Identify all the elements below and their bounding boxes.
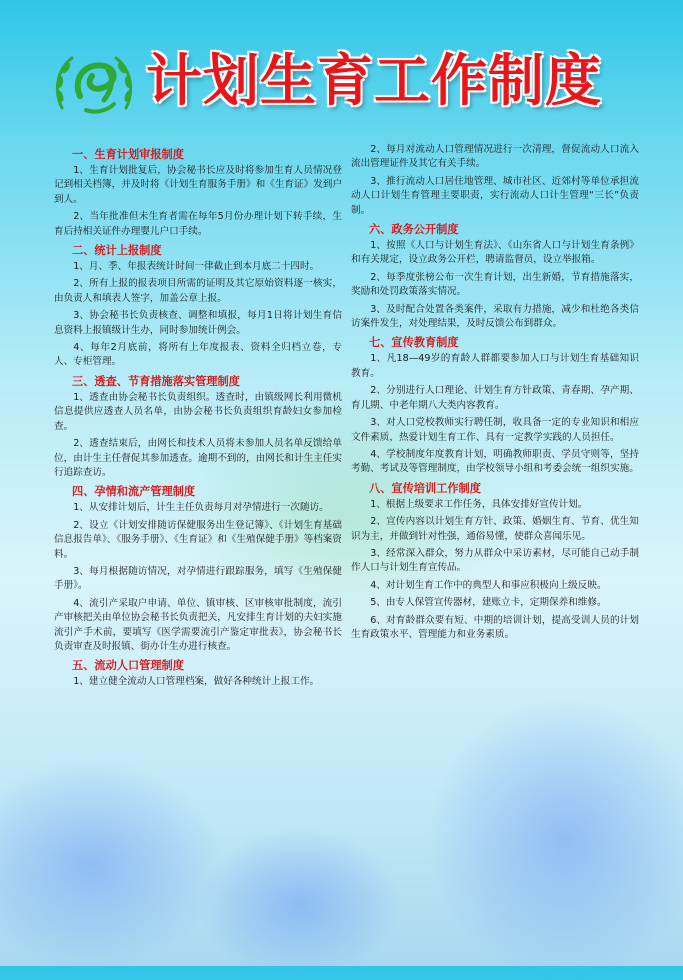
paragraph: 1、按照《人口与计划生育法》、《山东省人口与计划生育条例》和有关规定，设立政务公开栏，聘请监督员，设立举报箱。 bbox=[351, 240, 639, 266]
paragraph: 3、对人口党校教师实行聘任制，收具备一定的专业知识和相应文件素质，热爱计划生育工作、具有一定教学实践的人员担任。 bbox=[351, 417, 639, 443]
paragraph: 1、根据上级要求工作任务，具体安排好宣传计划。 bbox=[370, 498, 588, 510]
section-heading: 四、孕情和流产管理制度 bbox=[72, 485, 196, 499]
paragraph: 4、学校制度年度教育计划，明确教师职责、学员守则等，坚持考勤、考试及等管理制度，由学校领导小组和考委会统一组织实施。 bbox=[351, 448, 639, 475]
paragraph: 2、所有上报的报表项目所需的证明及其它原始资料逐一核实，由负责人和填表人签字，加盖公章上报。 bbox=[54, 278, 342, 304]
flower-decoration-3 bbox=[430, 700, 683, 980]
paragraph: 6、对育龄群众要有短、中期的培训计划，提高受训人员的计划生育政策水平、管理能力和业务素质。 bbox=[351, 614, 639, 640]
section-heading: 七、宣传教育制度 bbox=[369, 336, 459, 350]
paragraph: 1、建立健全流动人口管理档案，做好各种统计上报工作。 bbox=[73, 676, 320, 688]
section-heading: 三、透查、节育措施落实管理制度 bbox=[72, 374, 240, 388]
section-heading: 二、统计上报制度 bbox=[72, 244, 162, 258]
paragraph: 3、每月根据随访情况，对孕情进行跟踪服务，填写《生殖保健手册》。 bbox=[54, 565, 342, 592]
paragraph: 4、对计划生育工作中的典型人和事应积极向上级反映。 bbox=[370, 579, 607, 591]
paragraph: 3、经常深入群众，努力从群众中采访素材，尽可能自己动手制作人口与计划生育宣传品。 bbox=[351, 547, 639, 574]
paragraph: 1、透查由协会秘书长负责组织。透查时，由镇级网长利用微机信息提供应透查人员名单，由协会秘书长负责组织育龄妇女参加检查。 bbox=[54, 391, 342, 432]
family-planning-logo-icon bbox=[52, 48, 136, 118]
header bbox=[52, 40, 652, 120]
section-heading: 八、宣传培训工作制度 bbox=[369, 481, 481, 495]
paragraph: 5、由专人保管宣传器材，建账立卡，定期保养和维修。 bbox=[370, 597, 607, 609]
paragraph: 3、推行流动人口居住地管理、城市社区、近郊村等单位承担流动人口计划生育管理主要职责，实行流动人口计生管理“三长”负责制。 bbox=[351, 175, 639, 216]
left-column bbox=[54, 143, 342, 693]
section-heading: 六、政务公开制度 bbox=[369, 223, 459, 237]
paragraph: 4、流引产采取户申请、单位、镇审核、区审核审批制度，流引产审核把关由单位协会秘书长负责把关，凡安排生育计划的夫妇实施流引产手术前，要填写《医学需要流引产鉴定审批表》，协会秘书长负责审查及时报镇、街办计生办进行核查。 bbox=[54, 597, 342, 652]
paragraph: 1、凡18—49岁的育龄人群都要参加人口与计划生育基础知识教育。 bbox=[351, 353, 639, 379]
paragraph: 2、当年批准但未生育者需在每年5月份办理计划下转手续，生育后持相关证件办理婴儿户口手续。 bbox=[54, 211, 342, 237]
paragraph: 4、每年2月底前，将所有上年度报表、资料全归档立卷，专人、专柜管理。 bbox=[54, 342, 342, 368]
paragraph: 1、生育计划批复后，协会秘书长应及时将参加生育人员情况登记到相关档簿，并及时将《计划生育服务手册》和《生育证》发到户到人。 bbox=[54, 165, 342, 205]
paragraph: 2、宣传内容以计划生育方针、政策、婚姻生育、节育、优生知识为主，并做到针对性强，通俗易懂，使群众喜闻乐见。 bbox=[351, 516, 639, 542]
right-column bbox=[351, 143, 639, 645]
page-title: 计划生育工作制度 bbox=[146, 49, 602, 114]
paragraph: 1、从安排计划后，计生主任负责每月对孕情进行一次随访。 bbox=[73, 502, 329, 514]
paragraph: 2、每季度张榜公布一次生育计划，出生新婚，节育措施落实，奖励和处罚政策落实情况。 bbox=[351, 271, 639, 298]
section-heading: 一、生育计划审报制度 bbox=[72, 148, 184, 161]
paragraph: 2、设立《计划安排随访保健服务出生登记簿》、《计划生育基础信息报告单》、《服务手册》、《生育证》和《生殖保健手册》等档案资料。 bbox=[54, 519, 342, 560]
section-heading: 五、流动人口管理制度 bbox=[72, 659, 184, 673]
paragraph: 2、分别进行人口理论、计划生育方针政策、青春期、孕产期、育儿期、中老年期八大类内容教育。 bbox=[351, 385, 639, 411]
paragraph: 1、月、季、年报表统计时间一律截止到本月底二十四时。 bbox=[73, 261, 320, 273]
paragraph: 2、透查结束后，由网长和技术人员将未参加人员名单反馈给单位，由计生主任督促其参加透查。逾期不到的，由网长和计生主任实行追踪查访。 bbox=[54, 438, 342, 478]
paragraph: 3、协会秘书长负责核查、调整和填报，每月1日将计划生育信息资料上报镇级计生办，同时参加统计例会。 bbox=[54, 310, 342, 336]
paragraph: 3、及时配合处置各类案件，采取有力措施，减少和杜绝各类信访案件发生，对处理结果，及时反馈公布到群众。 bbox=[351, 303, 639, 330]
flower-decoration-1 bbox=[0, 760, 220, 970]
paragraph: 2、每月对流动人口管理情况进行一次清理，督促流动人口流入流出管理证件及其它有关手续。 bbox=[351, 144, 639, 170]
flower-decoration-2 bbox=[200, 830, 400, 980]
